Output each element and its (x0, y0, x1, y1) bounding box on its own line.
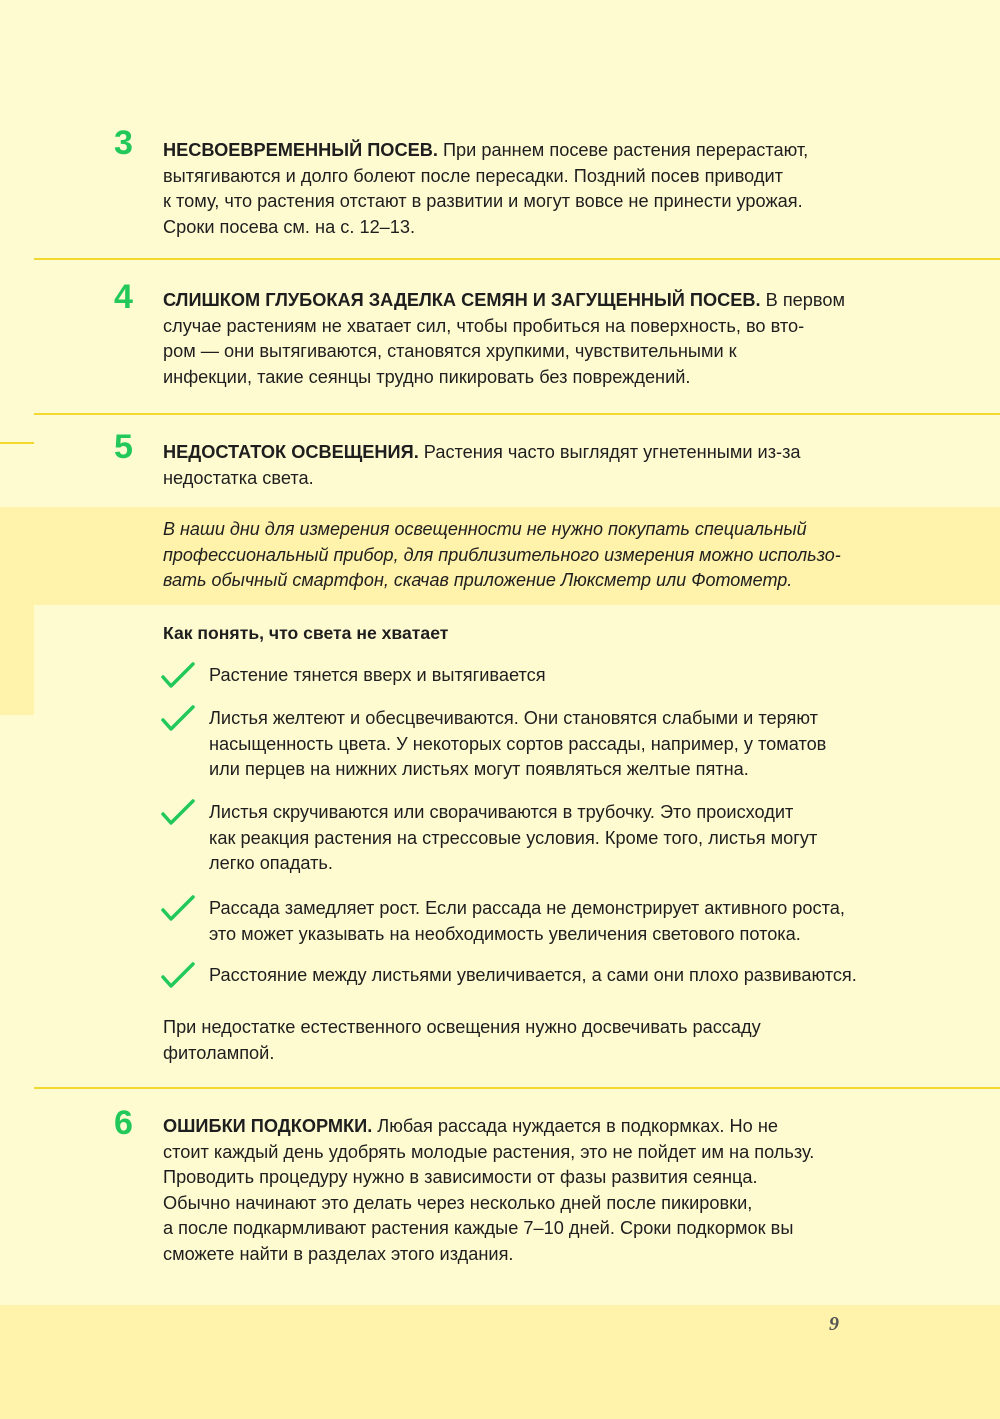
section-text: НЕСВОЕВРЕМЕННЫЙ ПОСЕВ. При раннем посеве растения перерастают, вытягиваются и долго болеют после пересадки. Поздний посев приводит к тому, что растения отстают в развитии и могут вовсе не принести урожая. Сроки посева см. на с. 12–13. (163, 140, 809, 237)
check-icon (160, 960, 196, 990)
tip-note: В наши дни для измерения освещенности не нужно покупать специальный профессиональный прибор, для приблизительного измерения можно использо- вать обычный смартфон, скачав приложение Люксметр или Фотометр. (163, 519, 841, 591)
divider-side (0, 442, 34, 444)
check-icon (160, 893, 196, 923)
section-text: НЕДОСТАТОК ОСВЕЩЕНИЯ. Растения часто выглядят угнетенными из-за недостатка света. (163, 442, 801, 488)
divider-2 (34, 413, 1000, 415)
section-number: 5 (114, 428, 133, 466)
footer-band (0, 1305, 1000, 1419)
section-title: СЛИШКОМ ГЛУБОКАЯ ЗАДЕЛКА СЕМЯН И ЗАГУЩЕННЫЙ ПОСЕВ. (163, 290, 761, 310)
section-number: 6 (114, 1104, 133, 1142)
section-title: ОШИБКИ ПОДКОРМКИ. (163, 1116, 373, 1136)
check-icon (160, 660, 196, 690)
check-icon (160, 703, 196, 733)
section-title: НЕДОСТАТОК ОСВЕЩЕНИЯ. (163, 442, 419, 462)
section-number: 4 (114, 278, 133, 316)
section-number: 3 (114, 124, 133, 162)
conclusion-text: При недостатке естественного освещения нужно досвечивать рассаду фитолампой. (163, 1017, 761, 1063)
section-text: СЛИШКОМ ГЛУБОКАЯ ЗАДЕЛКА СЕМЯН И ЗАГУЩЕННЫЙ ПОСЕВ. В первом случае растениям не хватает сил, чтобы пробиться на поверхность, во вто- ром — они вытягиваются, становятся хрупкими, чувствительными к инфекции, такие сеянцы трудно пикировать без повреждений. (163, 290, 845, 387)
divider-3 (34, 1087, 1000, 1089)
check-icon (160, 797, 196, 827)
divider-1 (34, 258, 1000, 260)
checklist-title: Как понять, что света не хватает (163, 623, 449, 643)
section-title: НЕСВОЕВРЕМЕННЫЙ ПОСЕВ. (163, 140, 438, 160)
side-band (0, 593, 34, 715)
section-text: ОШИБКИ ПОДКОРМКИ. Любая рассада нуждается в подкормках. Но не стоит каждый день удобрять молодые растения, это не пойдет им на пользу. Проводить процедуру нужно в зависимости от фазы развития сеянца. Обычно начинают это делать через несколько дней после пикировки, а после подкармливают растения каждые 7–10 дней. Сроки подкормок вы сможете найти в разделах этого издания. (163, 1116, 815, 1264)
page-number: 9 (829, 1313, 839, 1335)
